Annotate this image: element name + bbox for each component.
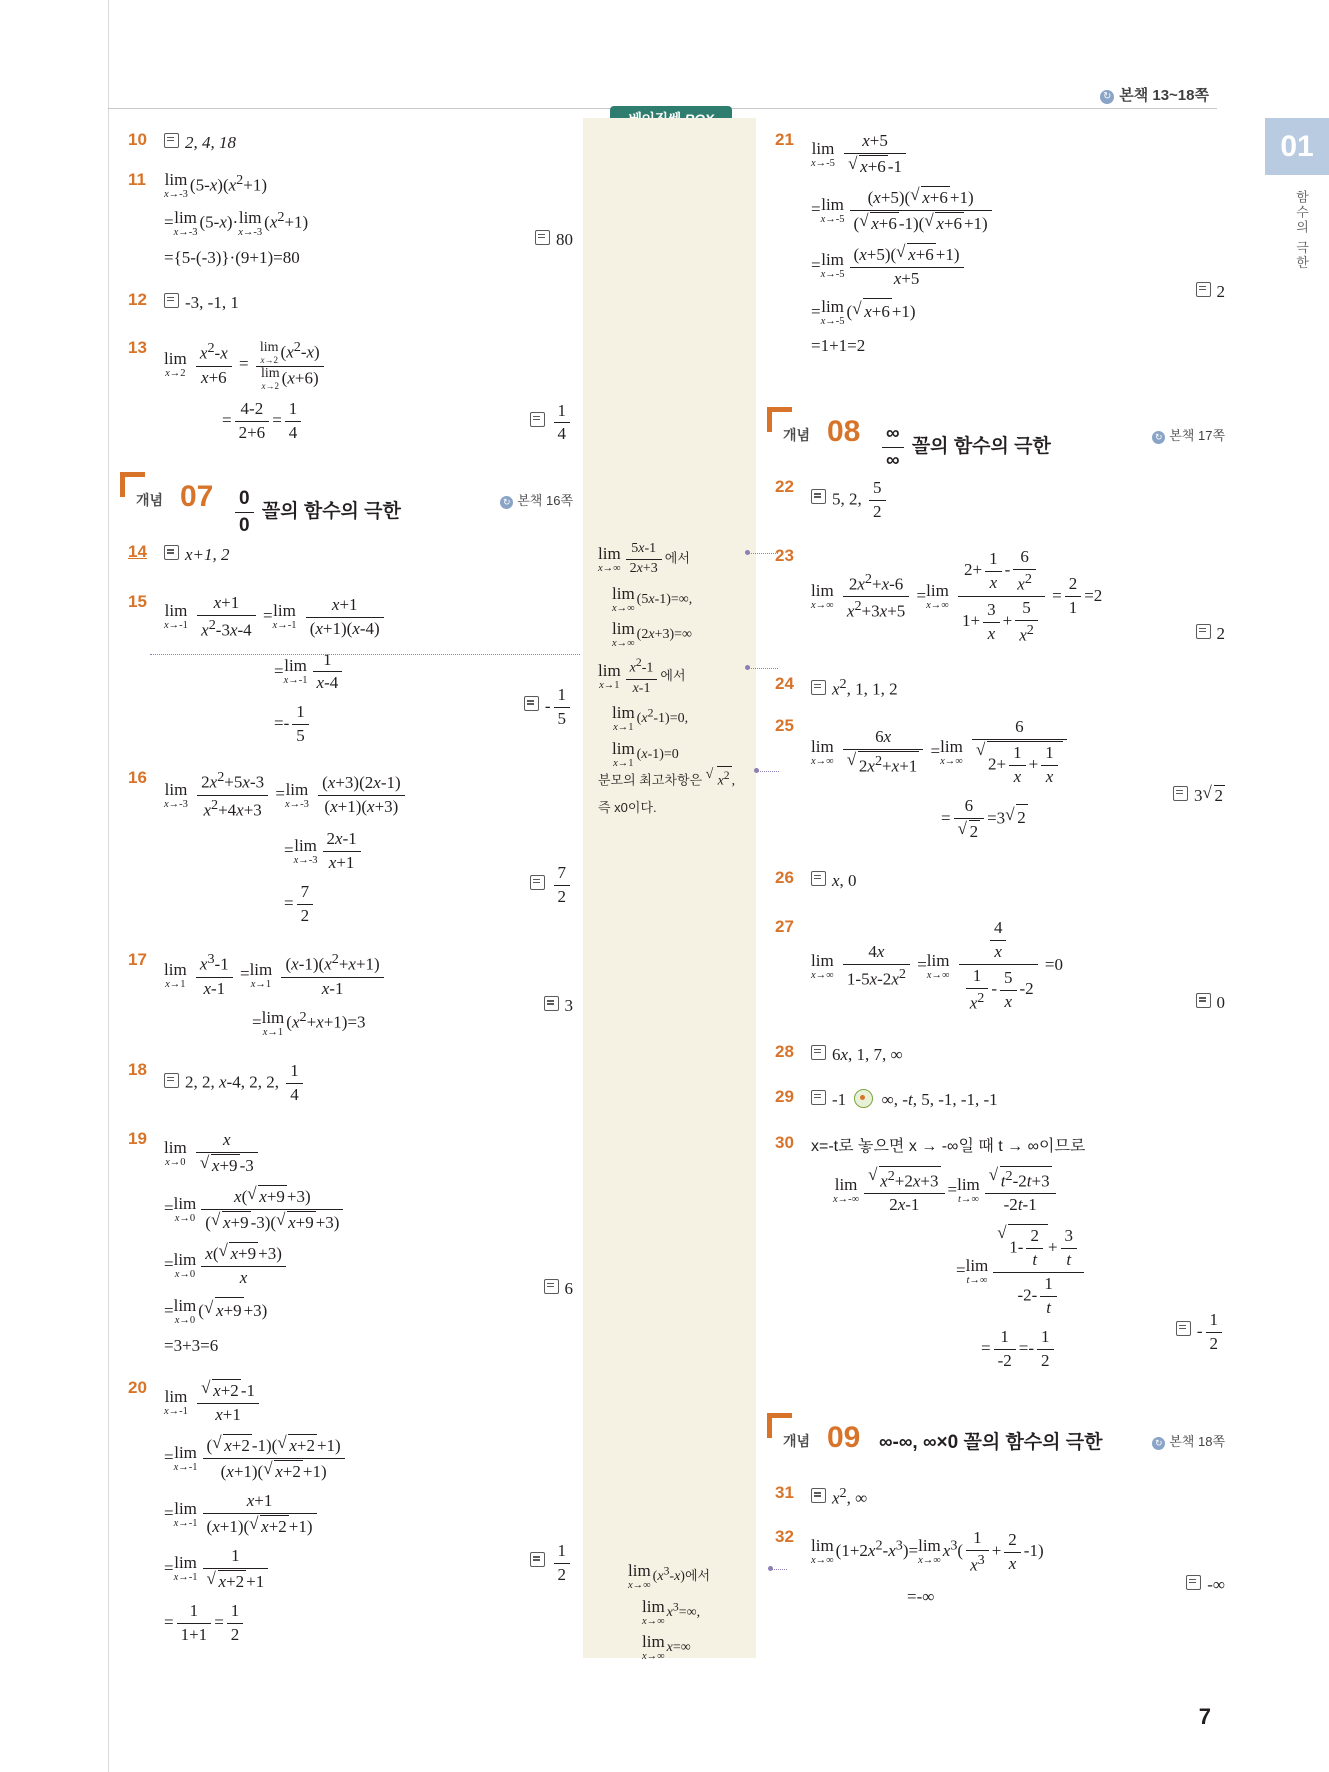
answer-icon (1196, 624, 1211, 639)
item-number: 26 (775, 867, 794, 887)
solution-item-23 (775, 546, 1225, 648)
answer-icon (535, 230, 550, 245)
solution-item-32 (775, 1527, 1225, 1609)
solution-item-17 (128, 950, 573, 1038)
item-body: lim x→∞ 6x √ $2x^2+x+1$ = lim x→∞ 6 √ 2+ $\frac{1}{x}$ + $\frac{1}{x}$ = 6 √ 2 =3 √ 2 (811, 716, 1225, 844)
item-number: 11 (128, 169, 146, 189)
item-body: 2, 2, x-4, 2, 2, $\frac{1}{4}$ (164, 1060, 573, 1107)
item-number: 31 (775, 1482, 794, 1502)
item-number: 18 (128, 1060, 147, 1080)
item-body: x=-t로 놓으면 x → -∞일 때 t → ∞이므로 lim x→-∞ √ $\frac{x^2+2x+3}{2x-1}$ = lim t→∞ √ $\frac{t^2-2t+3}{-2t-1}$ = lim t→∞ √ 1- $\frac{2}{t}$ + $\frac{3}{t}$ -2- $\frac{1}{t}$ = $\frac{1}{-2}$ =- $\frac{1}{2}$ (811, 1133, 1225, 1373)
concept-keyword: 개념 (783, 426, 811, 443)
answer-icon (811, 871, 826, 886)
answer-icon (164, 293, 179, 308)
answer-icon (544, 1279, 559, 1294)
solution-item-21 (775, 130, 1225, 359)
solution-item-11 (128, 170, 573, 271)
solution-item-26 (775, 868, 1225, 894)
solution-item-31 (775, 1483, 1225, 1511)
item-body: lim x→∞ $(1+2x^2-x^3)=$ lim x→∞ $x^3$( $\frac{1}{x^3}$ + $\frac{2}{x}$ -1) =-∞ (811, 1527, 1044, 1606)
solution-item-22 (775, 477, 1225, 524)
item-lead-text: x=-t로 놓으면 x → -∞일 때 t → ∞이므로 (811, 1137, 1086, 1155)
item-body: 5, 2, $\frac{5}{2}$ (811, 477, 1225, 524)
solution-item-28 (775, 1042, 1225, 1068)
middle-note-column (583, 118, 756, 1658)
answer-icon (1196, 282, 1211, 297)
solution-item-20 (128, 1378, 573, 1646)
item-number: 15 (128, 591, 147, 611)
item-body: $x^2$, 1, 1, 2 (811, 674, 1225, 702)
item-number: 28 (775, 1041, 794, 1061)
item-right-answer: 6 (544, 1279, 574, 1299)
solution-item-10 (128, 130, 573, 156)
solution-item-30 (775, 1133, 1225, 1373)
item-body: $x^2$, ∞ (811, 1483, 1225, 1511)
page-number: 7 (1198, 1704, 1211, 1729)
item-answer: 2, 4, 18 (185, 133, 236, 152)
middle-note-1: lim x→∞ $\frac{5x-1}{2x+3}$ 에서 lim x→∞ (5x-1)=∞, lim x→∞ (2x+3)=∞ (598, 541, 693, 650)
middle-note-4: lim x→∞ $(x^3-x)$에서 lim x→∞ $x^3=\infty$, lim x→∞ x=∞ (628, 1561, 711, 1663)
reference-icon: ↻ (1152, 431, 1165, 444)
solution-item-18 (128, 1060, 573, 1107)
answer-icon (811, 1488, 826, 1503)
leader-line-24 (748, 668, 778, 669)
item-right-answer: 2 (1196, 624, 1226, 644)
middle-note-2: lim x→1 $\frac{x^2-1}{x-1}$ 에서 lim x→1 $(x^2-1)=0$, lim x→1 (x-1)=0 (598, 656, 689, 769)
solution-item-27 (775, 917, 1225, 1015)
right-column (775, 130, 1225, 1623)
solution-item-19 (128, 1129, 573, 1358)
item-body: lim x→2 $\frac{x^2-x}{x+6}$ = lim x→2 $(x^2-x)$ lim x→2 (x+6) = $\frac{4-2}{2+6}$ = $\frac{1}{4}$ (164, 338, 573, 445)
concept-keyword: 개념 (136, 492, 164, 509)
item-right-answer: 0 (1196, 993, 1226, 1013)
answer-icon (811, 1090, 826, 1105)
concept-header-07 (128, 478, 573, 537)
item-body: lim x→-1 $\frac{x+1}{x^2-3x-4}$ = lim x→-1 $\frac{x+1}{(x+1)(x-4)}$ = lim x→-1 $\frac{1}{x-4}$ =- $\frac{1}{5}$ (164, 592, 573, 748)
item-number: 21 (775, 130, 794, 149)
left-margin-rule (108, 0, 109, 1772)
concept-number: 07 (180, 480, 214, 514)
item-body: -1 ∞, -t, 5, -1, -1, -1 (811, 1087, 1225, 1113)
concept-keyword: 개념 (783, 1432, 811, 1449)
solution-item-15 (128, 592, 573, 748)
concept-reference: ↻ 본책 18쪽 (1152, 1431, 1225, 1450)
header-reference (1100, 84, 1209, 105)
item-number: 16 (128, 768, 147, 788)
concept-title-text: ∞-∞, ∞×0 꼴의 함수의 극한 (879, 1431, 1103, 1453)
item-number: 14 (128, 542, 147, 562)
item-right-answer: -∞ (1186, 1575, 1225, 1595)
concept-reference: ↻ 본책 16쪽 (500, 490, 573, 509)
item-body: lim x→∞ $\frac{2x^2+x-6}{x^2+3x+5}$ = lim x→∞ 2+ $\frac{1}{x}$ - $\frac{6}{x^2}$ 1+ $\frac{3}{x}$ + $\frac{5}{x^2}$ = $\frac{2}{1}$ =2 (811, 546, 1103, 645)
item-number: 20 (128, 1378, 147, 1398)
item-right-answer: $\frac{1}{2}$ (530, 1540, 574, 1587)
item-right-answer: 2 (1196, 282, 1226, 302)
answer-icon (1186, 1575, 1201, 1590)
item-body: lim x→1 $\frac{x^3-1}{x-1}$ = lim x→1 $\frac{(x-1)(x^2+x+1)}{x-1}$ = lim x→1 $(x^2+x+1)=3$ (164, 950, 573, 1038)
item-right-answer: $\frac{1}{4}$ (530, 400, 574, 447)
item-right-answer: 3 √ 2 (1173, 784, 1225, 806)
solution-item-12 (128, 290, 573, 316)
item-body (164, 542, 573, 568)
concept-header-08 (775, 413, 1225, 471)
item-number: 23 (775, 545, 794, 565)
item-body (164, 130, 573, 156)
answer-icon (1176, 1321, 1191, 1336)
item-number: 12 (128, 290, 147, 310)
item-number: 27 (775, 917, 794, 937)
item-number: 10 (128, 130, 147, 149)
answer-icon (524, 696, 539, 711)
solution-item-14 (128, 542, 573, 568)
item-number: 22 (775, 476, 794, 496)
solution-item-25 (775, 716, 1225, 844)
left-column (128, 130, 573, 1660)
item-right-answer: - $\frac{1}{2}$ (1176, 1309, 1225, 1356)
answer-icon (1173, 786, 1188, 801)
answer-icon (811, 680, 826, 695)
answer-icon (164, 545, 179, 560)
concept-title-text: 꼴의 함수의 극한 (261, 501, 401, 523)
solution-item-16 (128, 768, 573, 928)
chapter-tab: 01 (1265, 118, 1329, 175)
item-body: lim x→-3 $(5-x)(x^2+1)$ = lim x→-3 (5-x)· lim x→-3 $(x^2+1)$ ={5-(-3)}·(9+1)=80 (164, 170, 309, 267)
item-body: lim x→∞ $\frac{4x}{1-5x-2x^2}$ = lim x→∞ $\frac{4}{x}$ $\frac{1}{x^2}$ - $\frac{5}{x}$ -2 =0 (811, 918, 1064, 1013)
item-number: 24 (775, 673, 794, 693)
answer-icon (811, 1045, 826, 1060)
item-right-answer: - $\frac{1}{5}$ (524, 684, 573, 731)
item-number: 30 (775, 1132, 794, 1152)
middle-note-3: 분모의 최고차항은 √ $x^2$ , 즉 x0이다. (598, 765, 748, 818)
answer-icon (530, 412, 545, 427)
answer-icon (164, 133, 179, 148)
solution-item-13 (128, 338, 573, 445)
item-body: 6x, 1, 7, ∞ (811, 1042, 1225, 1068)
item-number: 13 (128, 337, 147, 357)
answer-icon (530, 1552, 545, 1567)
leader-line-14 (150, 654, 580, 655)
concept-number: 09 (827, 1420, 861, 1454)
header-reference-label: 본책 13~18쪽 (1119, 87, 1209, 104)
item-number: 32 (775, 1526, 794, 1546)
item-body: lim x→0 x √ x+9 -3 = lim x→0 $\frac{x( √ x+9 +3)}{( √ x+9 -3)( √ x+9 +3)}$ = lim x→0 $\frac{x( √ x+9 +3)}{x}$ = lim x→0 ( √ x+9 +3) =3+3=6 (164, 1129, 573, 1358)
answer-icon (164, 1073, 179, 1088)
item-right-answer: 3 (544, 996, 574, 1016)
item-answer: -3, -1, 1 (185, 293, 239, 313)
answer-icon (811, 489, 826, 504)
item-body: lim x→-5 x+5 √ x+6 -1 = lim x→-5 $\frac{(x+5)( √ x+6 +1)}{( √ x+6 -1)( √ x+6 +1)}$ = lim x→-5 $\frac{(x+5)( √ x+6 +1)}{x+5}$ = lim x→-5 ( √ x+6 +1) =1+1=2 (811, 130, 1225, 359)
answer-icon (544, 996, 559, 1011)
item-right-answer: $\frac{7}{2}$ (530, 862, 574, 909)
item-number: 17 (128, 950, 147, 970)
item-body (164, 290, 573, 316)
reference-icon: ↻ (1152, 1437, 1165, 1450)
leader-dot-22 (745, 550, 750, 555)
item-body: x, 0 (811, 868, 1225, 894)
solution-item-29 (775, 1087, 1225, 1113)
item-number: 29 (775, 1087, 794, 1107)
solution-item-24 (775, 674, 1225, 702)
item-number: 25 (775, 716, 794, 736)
concept-header-09 (775, 1419, 1225, 1463)
answer-icon (530, 875, 545, 890)
reference-icon: ↻ (500, 496, 513, 509)
leader-line-22 (748, 553, 778, 554)
concept-title: $\frac{0}{0}$ 꼴의 함수의 극한 (232, 486, 401, 538)
item-number: 19 (128, 1129, 147, 1149)
concept-number: 08 (827, 414, 861, 448)
answer-icon (1196, 993, 1211, 1008)
item-body: lim x→-1 √ $\frac{x+2 -1}{x+1}$ = lim x→-1 $\frac{( √ x+2 -1)( √ x+2 +1)}{(x+1)( √ x+2 +1)}$ = lim x→-1 $\frac{x+1}{(x+1)( √ x+2 +1)}$ = lim x→-1 1 √ x+2 +1 = $\frac{1}{1+1}$ = $\frac{1}{2}$ (164, 1378, 573, 1646)
item-right-answer: 80 (535, 230, 573, 250)
concept-title-text: 꼴의 함수의 극한 (911, 436, 1051, 458)
concept-title (879, 1427, 1103, 1454)
target-icon (854, 1089, 873, 1108)
concept-title: $\frac{\infty}{\infty}$ 꼴의 함수의 극한 (879, 421, 1051, 473)
concept-reference: ↻ 본책 17쪽 (1152, 425, 1225, 444)
item-answer: x+1, 2 (185, 545, 230, 565)
chapter-side-label: 함수의 극한 (1294, 190, 1309, 271)
item-body: lim x→-3 $\frac{2x^2+5x-3}{x^2+4x+3}$ = lim x→-3 $\frac{(x+3)(2x-1)}{(x+1)(x+3)}$ = lim x→-3 $\frac{2x-1}{x+1}$ = $\frac{7}{2}$ (164, 768, 573, 928)
reference-icon: ↻ (1100, 90, 1114, 104)
